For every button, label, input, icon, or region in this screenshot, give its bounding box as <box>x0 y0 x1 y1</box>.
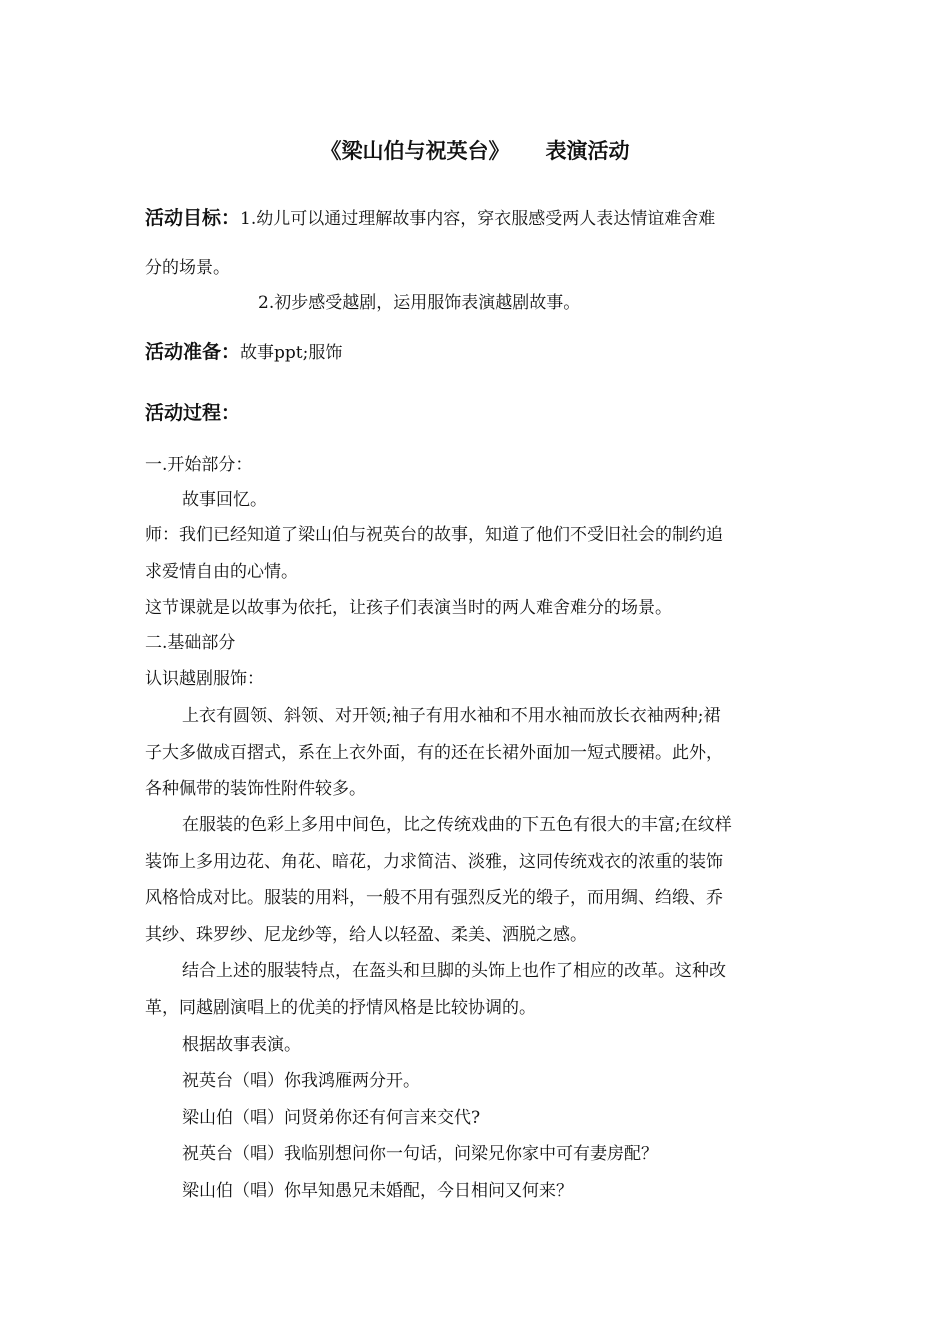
goal-item-2: 2.初步感受越剧，运用服饰表演越剧故事。 <box>258 293 581 313</box>
goal-item-1: 1.幼儿可以通过理解故事内容，穿衣服感受两人表达情谊难舍难 <box>240 209 716 229</box>
paragraph-line: 装饰上多用边花、角花、暗花，力求简洁、淡雅，这同传统戏衣的浓重的装饰 <box>145 852 723 872</box>
dialogue-line: 梁山伯（唱）你早知愚兄未婚配，今日相问又何来？ <box>182 1181 573 1201</box>
section-2-line: 认识越剧服饰： <box>145 669 264 689</box>
section-2-title: 二.基础部分 <box>145 633 236 653</box>
document-title <box>0 135 950 165</box>
paragraph-line: 风格恰成对比。服装的用料，一般不用有强烈反光的缎子，而用绸、绉缎、乔 <box>145 888 723 908</box>
perform-line: 根据故事表演。 <box>182 1035 301 1055</box>
dialogue-line: 祝英台（唱）你我鸿雁两分开。 <box>182 1071 420 1091</box>
process-label: 活动过程： <box>145 402 241 424</box>
section-1-line: 求爱情自由的心情。 <box>145 562 298 582</box>
paragraph-line: 在服装的色彩上多用中间色，比之传统戏曲的下五色有很大的丰富;在纹样 <box>182 815 732 835</box>
paragraph-line: 革，同越剧演唱上的优美的抒情风格是比较协调的。 <box>145 998 536 1018</box>
prep-label: 活动准备： <box>145 341 241 363</box>
section-1-title: 一.开始部分： <box>145 455 253 475</box>
prep-line <box>145 337 342 364</box>
paragraph-line: 各种佩带的装饰性附件较多。 <box>145 779 366 799</box>
goals-label: 活动目标： <box>145 207 241 229</box>
section-1-line: 这节课就是以故事为依托，让孩子们表演当时的两人难舍难分的场景。 <box>145 598 672 618</box>
section-1-line: 故事回忆。 <box>182 490 267 510</box>
prep-text: 故事ppt;服饰 <box>240 343 343 363</box>
title-main: 《梁山伯与祝英台》 <box>320 139 510 163</box>
paragraph-line: 子大多做成百摺式，系在上衣外面，有的还在长裙外面加一短式腰裙。此外， <box>145 743 723 763</box>
paragraph-line: 上衣有圆领、斜领、对开领;袖子有用水袖和不用水袖而放长衣袖两种;裙 <box>182 706 721 726</box>
paragraph-line: 其纱、珠罗纱、尼龙纱等，给人以轻盈、柔美、洒脱之感。 <box>145 925 587 945</box>
dialogue-line: 梁山伯（唱）问贤弟你还有何言来交代? <box>182 1108 481 1128</box>
goals-line-1 <box>145 203 715 230</box>
section-1-line: 师：我们已经知道了梁山伯与祝英台的故事，知道了他们不受旧社会的制约追 <box>145 525 723 545</box>
dialogue-line: 祝英台（唱）我临别想问你一句话，问梁兄你家中可有妻房配？ <box>182 1144 658 1164</box>
goal-item-1-cont: 分的场景。 <box>145 258 230 278</box>
title-sub: 表演活动 <box>545 139 630 163</box>
paragraph-line: 结合上述的服装特点，在盔头和旦脚的头饰上也作了相应的改革。这种改 <box>182 961 726 981</box>
